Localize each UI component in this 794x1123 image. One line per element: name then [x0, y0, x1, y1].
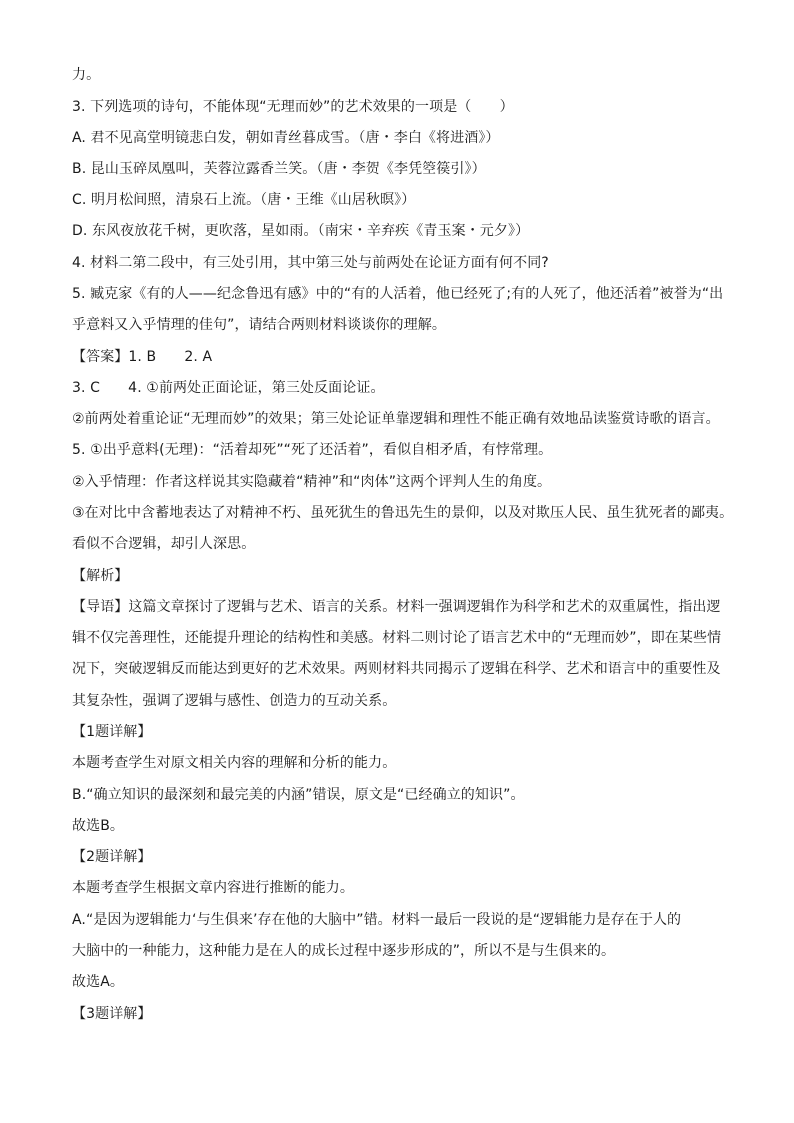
- text-line: ③在对比中含蓄地表达了对精神不朽、虽死犹生的鲁迅先生的景仰，以及对欺压人民、虽生犹死者的鄙夷。: [72, 505, 734, 521]
- option-c: C. 明月松间照，清泉石上流。（唐・王维《山居秋暝》）: [72, 192, 416, 208]
- text-line: 看似不合逻辑，却引人深思。: [72, 536, 256, 552]
- text-line: 辑不仅完善理性，还能提升理论的结构性和美感。材料二则讨论了语言艺术中的“无理而妙”，即在某些情: [72, 630, 722, 646]
- text-line: 力。: [72, 67, 101, 83]
- text-line: ②入乎情理：作者这样说其实隐藏着“精神”和“肉体”这两个评判人生的角度。: [72, 474, 552, 490]
- section-heading-2: 【2题详解】: [72, 849, 152, 865]
- text-line: 故选A。: [72, 974, 124, 990]
- option-d: D. 东风夜放花千树，更吹落，星如雨。（南宋・辛弃疾《青玉案・元夕》）: [72, 223, 530, 239]
- text-line: 5. ①出乎意料(无理)：“活着却死”“死了还活着”，看似自相矛盾，有悖常理。: [72, 442, 553, 458]
- text-line: A.“是因为逻辑能力‘与生俱来’存在他的大脑中”错。材料一最后一段说的是“逻辑能力是存在于人的: [72, 912, 682, 928]
- analysis-heading: 【解析】: [72, 568, 129, 584]
- section-heading-1: 【1题详解】: [72, 724, 152, 740]
- text-line: 大脑中的一种能力，这种能力是在人的成长过程中逐步形成的”，所以不是与生俱来的。: [72, 943, 616, 959]
- section-heading-3: 【3题详解】: [72, 1006, 152, 1022]
- intro-paragraph: 【导语】这篇文章探讨了逻辑与艺术、语言的关系。材料一强调逻辑作为科学和艺术的双重属性，指出逻: [72, 599, 721, 615]
- option-b: B. 昆山玉碎凤凰叫，芙蓉泣露香兰笑。（唐・李贺《李凭箜篌引》）: [72, 161, 486, 177]
- text-line: 3. C 4. ①前两处正面论证，第三处反面论证。: [72, 380, 385, 396]
- text-line: 本题考查学生根据文章内容进行推断的能力。: [72, 880, 354, 896]
- question-4: 4. 材料二第二段中，有三处引用，其中第三处与前两处在论证方面有何不同?: [72, 255, 549, 271]
- text-line: 故选B。: [72, 818, 125, 834]
- answer-heading: 【答案】1. B 2. A: [72, 349, 213, 365]
- text-line: B.“确立知识的最深刻和最完美的内涵”错误，原文是“已经确立的知识”。: [72, 787, 525, 803]
- text-line: 况下，突破逻辑反而能达到更好的艺术效果。两则材料共同揭示了逻辑在科学、艺术和语言中的重要性及: [72, 661, 721, 677]
- text-line: 本题考查学生对原文相关内容的理解和分析的能力。: [72, 755, 397, 771]
- question-5: 5. 臧克家《有的人——纪念鲁迅有感》中的“有的人活着，他已经死了;有的人死了，他还活着”被誉为“出: [72, 286, 724, 302]
- text-line: 乎意料又入乎情理的佳句”，请结合两则材料谈谈你的理解。: [72, 317, 446, 333]
- text-line: 其复杂性，强调了逻辑与感性、创造力的互动关系。: [72, 693, 397, 709]
- question-3: 3. 下列选项的诗句，不能体现“无理而妙”的艺术效果的一项是（ ）: [72, 99, 514, 115]
- text-line: ②前两处着重论证“无理而妙”的效果；第三处论证单靠逻辑和理性不能正确有效地品读鉴赏诗歌的语言。: [72, 411, 720, 427]
- option-a: A. 君不见高堂明镜悲白发，朝如青丝暮成雪。（唐・李白《将进酒》）: [72, 130, 500, 146]
